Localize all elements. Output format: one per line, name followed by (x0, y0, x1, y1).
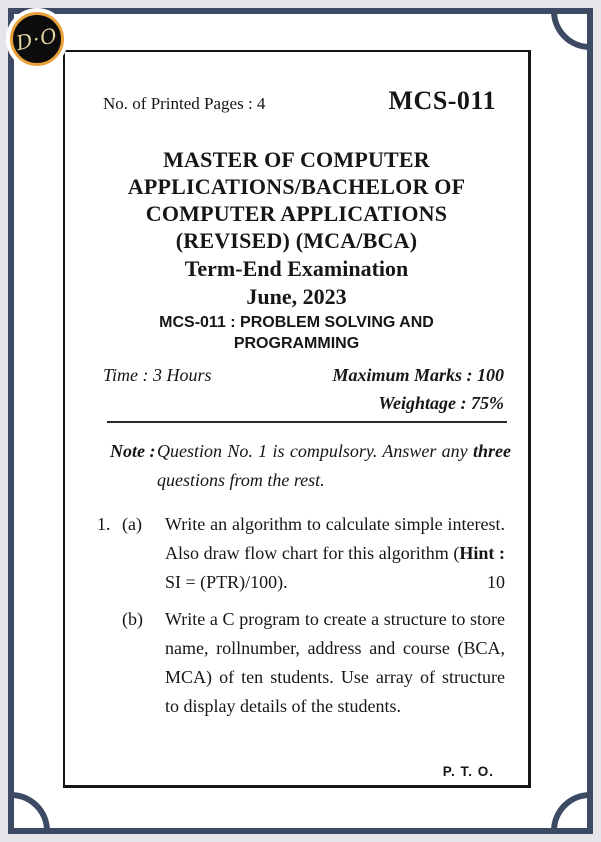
note-block (110, 437, 511, 495)
time-marks-row (103, 365, 504, 386)
exam-sheet (63, 50, 531, 788)
part-a-text (165, 510, 505, 597)
course-title-wrap (65, 312, 528, 354)
note-emphasis: three (473, 441, 511, 461)
part-b-text-body: Write a C program to create a structure to store name, rollnumber, address and course (BCA, MCA) of ten students. Use array of structure to display details of the students. (165, 609, 505, 716)
do-watermark-logo (10, 12, 64, 66)
part-a-text-after: SI = (PTR)/100). (165, 572, 288, 592)
programme-title-line: (REVISED) (MCA/BCA) (175, 228, 418, 253)
question-number: 1. (97, 514, 111, 534)
programme-title (65, 146, 528, 254)
course-title: MCS-011 : PROBLEM SOLVING AND PROGRAMMING (159, 314, 434, 352)
part-b-text (165, 605, 505, 721)
question-1b (97, 605, 505, 721)
logo-text: D·O (14, 22, 60, 56)
part-b-label: (b) (122, 609, 143, 629)
exam-name: Term-End Examination (184, 256, 409, 281)
weightage: Weightage : 75% (378, 393, 504, 413)
question-1a (97, 510, 505, 597)
printed-pages-label: No. of Printed Pages : 4 (103, 94, 266, 113)
horizontal-rule (107, 421, 507, 423)
paper-code: MCS-011 (388, 86, 496, 115)
time-allowed: Time : 3 Hours (103, 365, 212, 385)
pto-label: P. T. O. (442, 764, 494, 779)
part-a-label: (a) (122, 514, 142, 534)
note-text (157, 437, 511, 495)
note-text-before: Question No. 1 is compulsory. Answer any (157, 441, 473, 461)
programme-title-line: MASTER OF COMPUTER (163, 147, 430, 172)
programme-title-line: COMPUTER APPLICATIONS (145, 201, 448, 226)
part-a-marks: 10 (487, 572, 505, 592)
maximum-marks: Maximum Marks : 100 (332, 365, 504, 385)
note-label: Note : (110, 441, 156, 461)
note-text-after: questions from the rest. (157, 470, 325, 490)
part-a-text-before: Write an algorithm to calculate simple interest. Also draw flow chart for this algorithm ( (165, 514, 505, 563)
part-a-hint: Hint : (459, 543, 505, 563)
programme-title-line: APPLICATIONS/BACHELOR OF (127, 174, 466, 199)
exam-session: June, 2023 (246, 284, 347, 309)
